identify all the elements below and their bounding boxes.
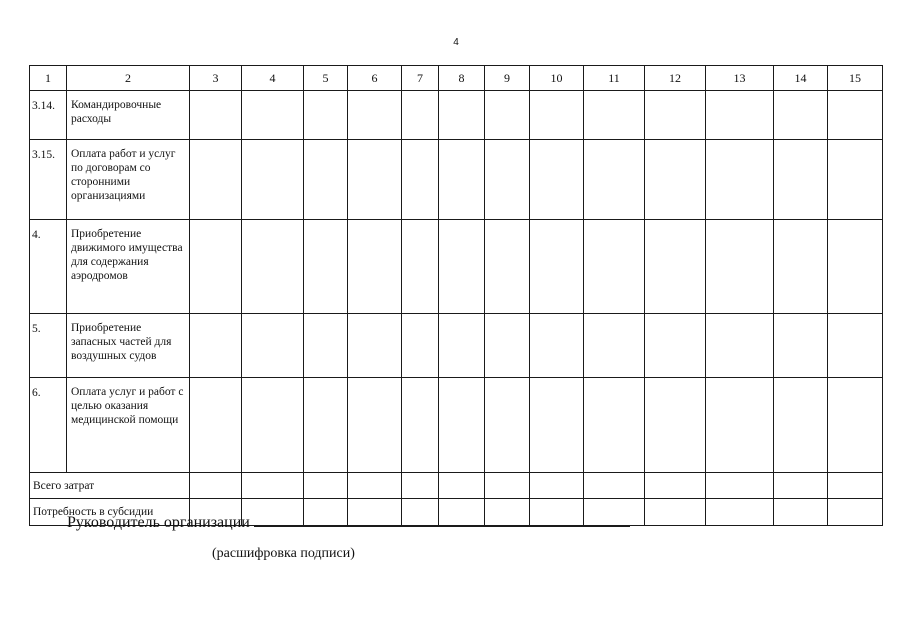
data-cell[interactable] [584,140,645,220]
data-cell[interactable] [706,140,774,220]
data-cell[interactable] [485,91,530,140]
data-cell[interactable] [774,499,828,526]
data-cell[interactable] [348,140,402,220]
data-cell[interactable] [774,378,828,473]
column-header: 1 [30,66,67,91]
data-cell[interactable] [402,378,439,473]
column-header: 4 [242,66,304,91]
row-number: 4. [30,220,67,314]
signature-decoding-hint: (расшифровка подписи) [212,546,355,561]
data-cell[interactable] [774,140,828,220]
data-cell[interactable] [584,378,645,473]
column-header: 12 [645,66,706,91]
column-header: 5 [304,66,348,91]
row-name: Оплата услуг и работ с целью оказания медицинской помощи [67,378,190,473]
data-cell[interactable] [190,378,242,473]
data-cell[interactable] [439,140,485,220]
data-cell[interactable] [242,378,304,473]
data-cell[interactable] [774,220,828,314]
data-cell[interactable] [304,473,348,499]
table-header-row [30,66,883,91]
data-cell[interactable] [774,473,828,499]
table-row [30,314,883,378]
table-row [30,140,883,220]
column-header: 14 [774,66,828,91]
data-cell[interactable] [439,314,485,378]
data-cell[interactable] [645,220,706,314]
row-number: 5. [30,314,67,378]
data-cell[interactable] [530,220,584,314]
data-cell[interactable] [828,314,883,378]
data-cell[interactable] [485,314,530,378]
data-cell[interactable] [706,220,774,314]
column-header: 2 [67,66,190,91]
data-cell[interactable] [645,314,706,378]
column-header: 9 [485,66,530,91]
data-cell[interactable] [645,499,706,526]
data-cell[interactable] [348,473,402,499]
data-cell[interactable] [828,91,883,140]
data-cell[interactable] [645,140,706,220]
data-cell[interactable] [439,91,485,140]
data-cell[interactable] [584,220,645,314]
row-name: Командировочные расходы [67,91,190,140]
data-cell[interactable] [774,314,828,378]
data-cell[interactable] [828,140,883,220]
data-cell[interactable] [402,314,439,378]
data-cell[interactable] [402,140,439,220]
row-number: 3.15. [30,140,67,220]
data-cell[interactable] [439,378,485,473]
data-cell[interactable] [584,91,645,140]
column-header: 10 [530,66,584,91]
row-number: 6. [30,378,67,473]
data-cell[interactable] [304,378,348,473]
data-cell[interactable] [190,473,242,499]
row-name: Приобретение движимого имущества для содержания аэродромов [67,220,190,314]
data-cell[interactable] [304,220,348,314]
data-cell[interactable] [402,220,439,314]
column-header: 15 [828,66,883,91]
data-cell[interactable] [530,91,584,140]
column-header: 11 [584,66,645,91]
data-cell[interactable] [190,140,242,220]
data-cell[interactable] [645,473,706,499]
column-header: 8 [439,66,485,91]
data-cell[interactable] [530,314,584,378]
data-cell[interactable] [706,499,774,526]
data-cell[interactable] [645,378,706,473]
row-number: 3.14. [30,91,67,140]
data-cell[interactable] [304,140,348,220]
total-costs-row [30,473,883,499]
data-cell[interactable] [584,473,645,499]
expense-table [29,65,883,526]
column-header: 7 [402,66,439,91]
data-cell[interactable] [242,140,304,220]
data-cell[interactable] [190,91,242,140]
data-cell[interactable] [402,473,439,499]
data-cell[interactable] [485,378,530,473]
page-number: 4 [453,37,459,48]
data-cell[interactable] [348,378,402,473]
data-cell[interactable] [348,220,402,314]
data-cell[interactable] [485,140,530,220]
data-cell[interactable] [242,473,304,499]
data-cell[interactable] [348,314,402,378]
data-cell[interactable] [645,91,706,140]
row-name: Приобретение запасных частей для воздушных судов [67,314,190,378]
data-cell[interactable] [242,220,304,314]
signature-line[interactable] [254,513,630,527]
data-cell[interactable] [828,378,883,473]
table-row [30,91,883,140]
data-cell[interactable] [485,220,530,314]
data-cell[interactable] [706,378,774,473]
column-header: 3 [190,66,242,91]
data-cell[interactable] [439,220,485,314]
data-cell[interactable] [402,91,439,140]
data-cell[interactable] [706,91,774,140]
data-cell[interactable] [190,220,242,314]
data-cell[interactable] [304,314,348,378]
data-cell[interactable] [439,473,485,499]
data-cell[interactable] [348,91,402,140]
data-cell[interactable] [530,140,584,220]
signature-label: Руководитель организации [67,514,250,531]
data-cell[interactable] [774,91,828,140]
total-costs-label: Всего затрат [30,473,190,499]
column-header: 6 [348,66,402,91]
data-cell[interactable] [530,378,584,473]
row-name: Оплата работ и услуг по договорам со сторонними организациями [67,140,190,220]
data-cell[interactable] [242,314,304,378]
data-cell[interactable] [828,499,883,526]
data-cell[interactable] [828,220,883,314]
data-cell[interactable] [485,473,530,499]
table-row [30,220,883,314]
data-cell[interactable] [584,314,645,378]
signature-block [67,513,630,532]
subsidy-need-label: Потребность в субсидии [30,499,190,526]
data-cell[interactable] [304,91,348,140]
column-header: 13 [706,66,774,91]
data-cell[interactable] [706,314,774,378]
data-cell[interactable] [190,314,242,378]
data-cell[interactable] [706,473,774,499]
data-cell[interactable] [828,473,883,499]
table-row [30,378,883,473]
data-cell[interactable] [242,91,304,140]
data-cell[interactable] [530,473,584,499]
